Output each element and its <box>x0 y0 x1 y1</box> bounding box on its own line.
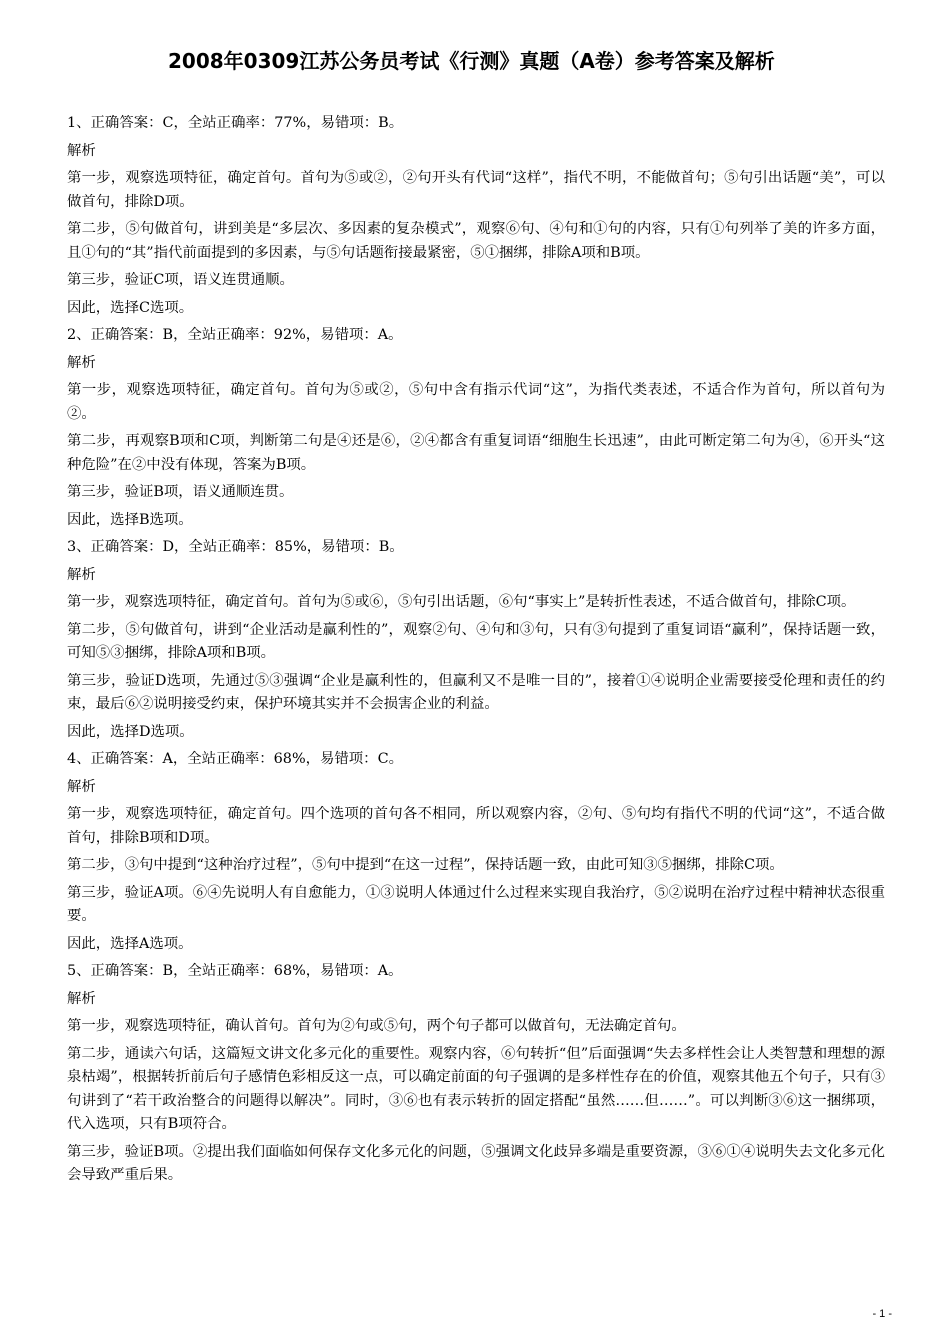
analysis-paragraph: 第一步，观察选项特征，确定首句。首句为⑤或②，⑤句中含有指示代词“这”，为指代类表述，不适合作为首句，所以首句为②。 <box>67 382 885 422</box>
analysis-paragraph: 第二步，③句中提到“这种治疗过程”，⑤句中提到“在这一过程”，保持话题一致，由此可知③⑤捆绑，排除C项。 <box>67 857 784 873</box>
analysis-paragraph: 第二步，再观察B项和C项，判断第二句是④还是⑥，②④都含有重复词语“细胞生长迅速”，由此可断定第二句为④，⑥开头“这种危险”在②中没有体现，答案为B项。 <box>67 433 885 473</box>
analysis-paragraph: 第二步，⑤句做首句，讲到“企业活动是赢利性的”，观察②句、④句和③句，只有③句提到了重复词语“赢利”，保持话题一致，可知⑤③捆绑，排除A项和B项。 <box>67 621 885 661</box>
answer-1-header: 1、正确答案：C，全站正确率：77%，易错项：B。 <box>67 115 404 131</box>
analysis-label: 解析 <box>67 142 96 159</box>
analysis-label: 解析 <box>67 566 96 583</box>
page-number: - 1 - <box>872 1308 892 1320</box>
analysis-paragraph: 第三步，验证B项。②提出我们面临如何保存文化多元化的问题，⑤强调文化歧异多端是重要资源，③⑥①④说明失去文化多元化会导致严重后果。 <box>67 1143 885 1183</box>
conclusion-paragraph: 因此，选择C选项。 <box>67 299 194 316</box>
conclusion-paragraph: 因此，选择A选项。 <box>67 935 193 952</box>
analysis-paragraph: 第三步，验证C项，语义连贯通顺。 <box>67 272 294 288</box>
analysis-paragraph: 第一步，观察选项特征，确定首句。首句为⑤或⑥，⑤句引出话题，⑥句“事实上”是转折性表述，不适合做首句，排除C项。 <box>67 594 856 610</box>
analysis-label: 解析 <box>67 778 96 795</box>
answer-5-header: 5、正确答案：B，全站正确率：68%，易错项：A。 <box>67 963 403 979</box>
analysis-paragraph: 第一步，观察选项特征，确认首句。首句为②句或⑤句，两个句子都可以做首句，无法确定首句。 <box>67 1018 686 1034</box>
analysis-paragraph: 第二步，⑤句做首句，讲到美是“多层次、多因素的复杂模式”，观察⑥句、④句和①句的内容，只有①句列举了美的许多方面，且①句的“其”指代前面提到的多因素，与⑤句话题衔接最紧密，⑤①捆绑，排除A项和B项。 <box>67 221 885 261</box>
analysis-paragraph: 第二步，通读六句话，这篇短文讲文化多元化的重要性。观察内容，⑥句转折“但”后面强调“失去多样性会让人类智慧和理想的源泉枯竭”，根据转折前后句子感情色彩相反这一点，可以确定前面的句子强调的是多样性存在的价值，观察其他五个句子，只有③句讲到了“若干政治整合的问题得以解决”。同时，③⑥也有表示转折的固定搭配“虽然……但……”。可以判断③⑥这一捆绑项，代入选项，只有B项符合。 <box>67 1045 885 1132</box>
conclusion-paragraph: 因此，选择B选项。 <box>67 511 193 528</box>
analysis-paragraph: 第三步，验证D选项，先通过⑤③强调“企业是赢利性的，但赢利又不是唯一目的”，接着①④说明企业需要接受伦理和责任的约束，最后⑥②说明接受约束，保护环境其实并不会损害企业的利益。 <box>67 672 885 712</box>
answer-3-header: 3、正确答案：D，全站正确率：85%，易错项：B。 <box>67 539 404 555</box>
page-title: 2008年0309江苏公务员考试《行测》真题（A卷）参考答案及解析 <box>168 49 775 73</box>
analysis-paragraph: 第一步，观察选项特征，确定首句。四个选项的首句各不相同，所以观察内容，②句、⑤句均有指代不明的代词“这”，不适合做首句，排除B项和D项。 <box>67 806 885 846</box>
analysis-paragraph: 第三步，验证A项。⑥④先说明人有自愈能力，①③说明人体通过什么过程来实现自我治疗，⑤②说明在治疗过程中精神状态很重要。 <box>67 884 885 924</box>
analysis-paragraph: 第三步，验证B项，语义通顺连贯。 <box>67 484 294 500</box>
conclusion-paragraph: 因此，选择D选项。 <box>67 723 194 740</box>
analysis-label: 解析 <box>67 354 96 371</box>
answer-2-header: 2、正确答案：B，全站正确率：92%，易错项：A。 <box>67 327 403 343</box>
document-body <box>67 112 885 1192</box>
analysis-paragraph: 第一步，观察选项特征，确定首句。首句为⑤或②，②句开头有代词“这样”，指代不明，不能做首句；⑤句引出话题“美”，可以做首句，排除D项。 <box>67 170 885 210</box>
analysis-label: 解析 <box>67 990 96 1007</box>
answer-4-header: 4、正确答案：A，全站正确率：68%，易错项：C。 <box>67 751 403 767</box>
